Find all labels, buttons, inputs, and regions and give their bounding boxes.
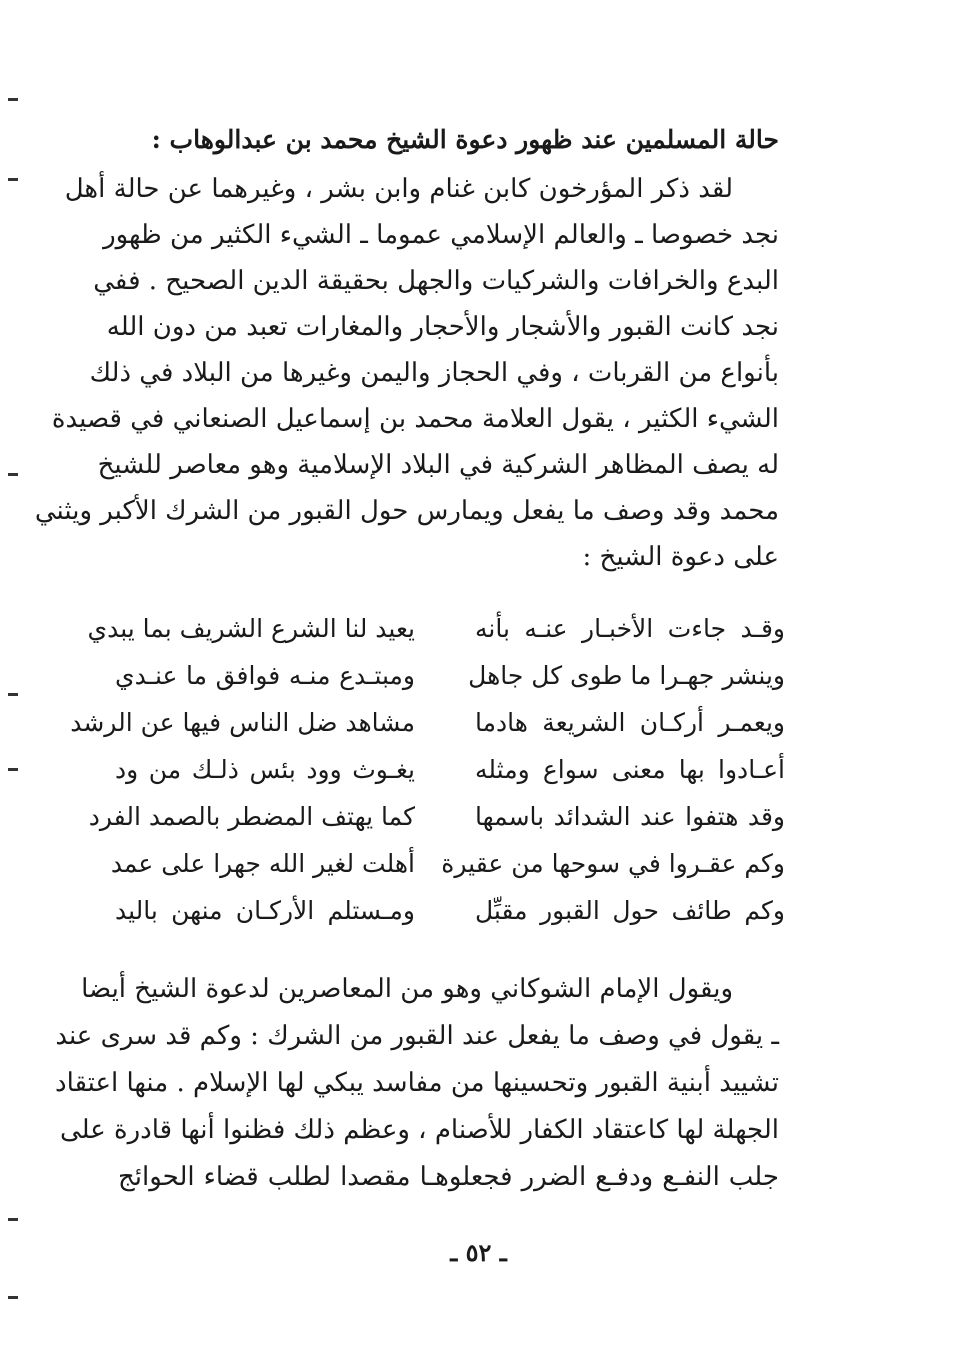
text-line: ويقول الإمام الشوكاني وهو من المعاصرين لدعوة الشيخ أيضا	[81, 974, 733, 1004]
margin-mark	[8, 178, 18, 181]
verse-second-hemistich: كما يهتف المضطر بالصمد الفرد	[88, 802, 415, 831]
poem-verse	[115, 887, 785, 934]
paragraph-shawkani	[55, 966, 779, 1201]
verse-first-hemistich: وقد هتفوا عند الشدائد باسمها	[475, 802, 785, 831]
verse-second-hemistich: أهلت لغير الله جهرا على عمد	[110, 849, 415, 878]
poem-verse	[88, 793, 785, 840]
margin-mark	[8, 1296, 18, 1299]
verse-second-hemistich: يعيد لنا الشرع الشريف بما يبدي	[87, 614, 415, 643]
verse-second-hemistich: ومبتـدع منـه فوافق ما عنـدي	[115, 661, 415, 690]
margin-mark	[8, 1218, 18, 1221]
verse-second-hemistich: مشاهد ضل الناس فيها عن الرشد	[70, 708, 415, 737]
verse-second-hemistich: يغـوث وود بئس ذلـك من ود	[115, 755, 415, 784]
poem-verse	[70, 699, 785, 746]
margin-mark	[8, 473, 18, 476]
text-line: الشيء الكثير ، يقول العلامة محمد بن إسماعيل الصنعاني في قصيدة	[51, 404, 779, 434]
verse-first-hemistich: أعـادوا بها معنى سواع ومثله	[475, 755, 785, 784]
text-line: له يصف المظاهر الشركية في البلاد الإسلامية وهو معاصر للشيخ	[97, 450, 779, 480]
margin-mark	[8, 693, 18, 696]
poem-verse	[115, 746, 785, 793]
text-line: ـ يقول في وصف ما يفعل عند القبور من الشرك : وكم قد سرى عند	[55, 1021, 779, 1051]
text-line: بأنواع من القربات ، وفي الحجاز واليمن وغيرها من البلاد في ذلك	[89, 358, 779, 388]
text-line: على دعوة الشيخ :	[582, 542, 779, 572]
text-line: جلب النفـع ودفـع الضرر فجعلوهـا مقصدا لطلب قضاء الحوائج	[118, 1162, 779, 1192]
poem-verse	[110, 840, 785, 887]
text-line: الجهلة لها كاعتقاد الكفار للأصنام ، وعظم ذلك فظنوا أنها قادرة على	[59, 1115, 779, 1145]
poem-verse	[87, 605, 785, 652]
verse-first-hemistich: ويعمـر أركـان الشريعة هادما	[475, 708, 785, 737]
poem	[70, 605, 785, 934]
verse-first-hemistich: وينشر جهـرا ما طوى كل جاهل	[468, 661, 785, 690]
margin-mark	[8, 768, 18, 771]
verse-first-hemistich: وكم طائف حول القبور مقبِّل	[475, 896, 785, 925]
verse-first-hemistich: وكم عقـروا في سوحها من عقيرة	[441, 849, 785, 878]
text-line: البدع والخرافات والشركيات والجهل بحقيقة الدين الصحيح . ففي	[93, 266, 779, 296]
text-line: محمد وقد وصف ما يفعل ويمارس حول القبور من الشرك الأكبر ويثني	[34, 496, 779, 526]
section-heading: حالة المسلمين عند ظهور دعوة الشيخ محمد بن عبدالوهاب :	[151, 125, 779, 154]
text-line: نجد كانت القبور والأشجار والأحجار والمغارات تعبد من دون الله	[106, 312, 779, 342]
poem-verse	[115, 652, 785, 699]
paragraph-intro	[34, 166, 779, 580]
margin-mark	[8, 98, 18, 101]
text-line: لقد ذكر المؤرخون كابن غنام وابن بشر ، وغيرهما عن حالة أهل	[64, 174, 733, 204]
text-line: نجد خصوصا ـ والعالم الإسلامي عموما ـ الشيء الكثير من ظهور	[103, 220, 779, 250]
verse-second-hemistich: ومـستلم الأركـان منهن باليد	[115, 896, 415, 925]
verse-first-hemistich: وقـد جاءت الأخبـار عنـه بأنه	[475, 614, 785, 643]
text-line: تشييد أبنية القبور وتحسينها من مفاسد يبكي لها الإسلام . منها اعتقاد	[55, 1068, 779, 1098]
page-number: ـ ٥٢ ـ	[450, 1238, 507, 1267]
